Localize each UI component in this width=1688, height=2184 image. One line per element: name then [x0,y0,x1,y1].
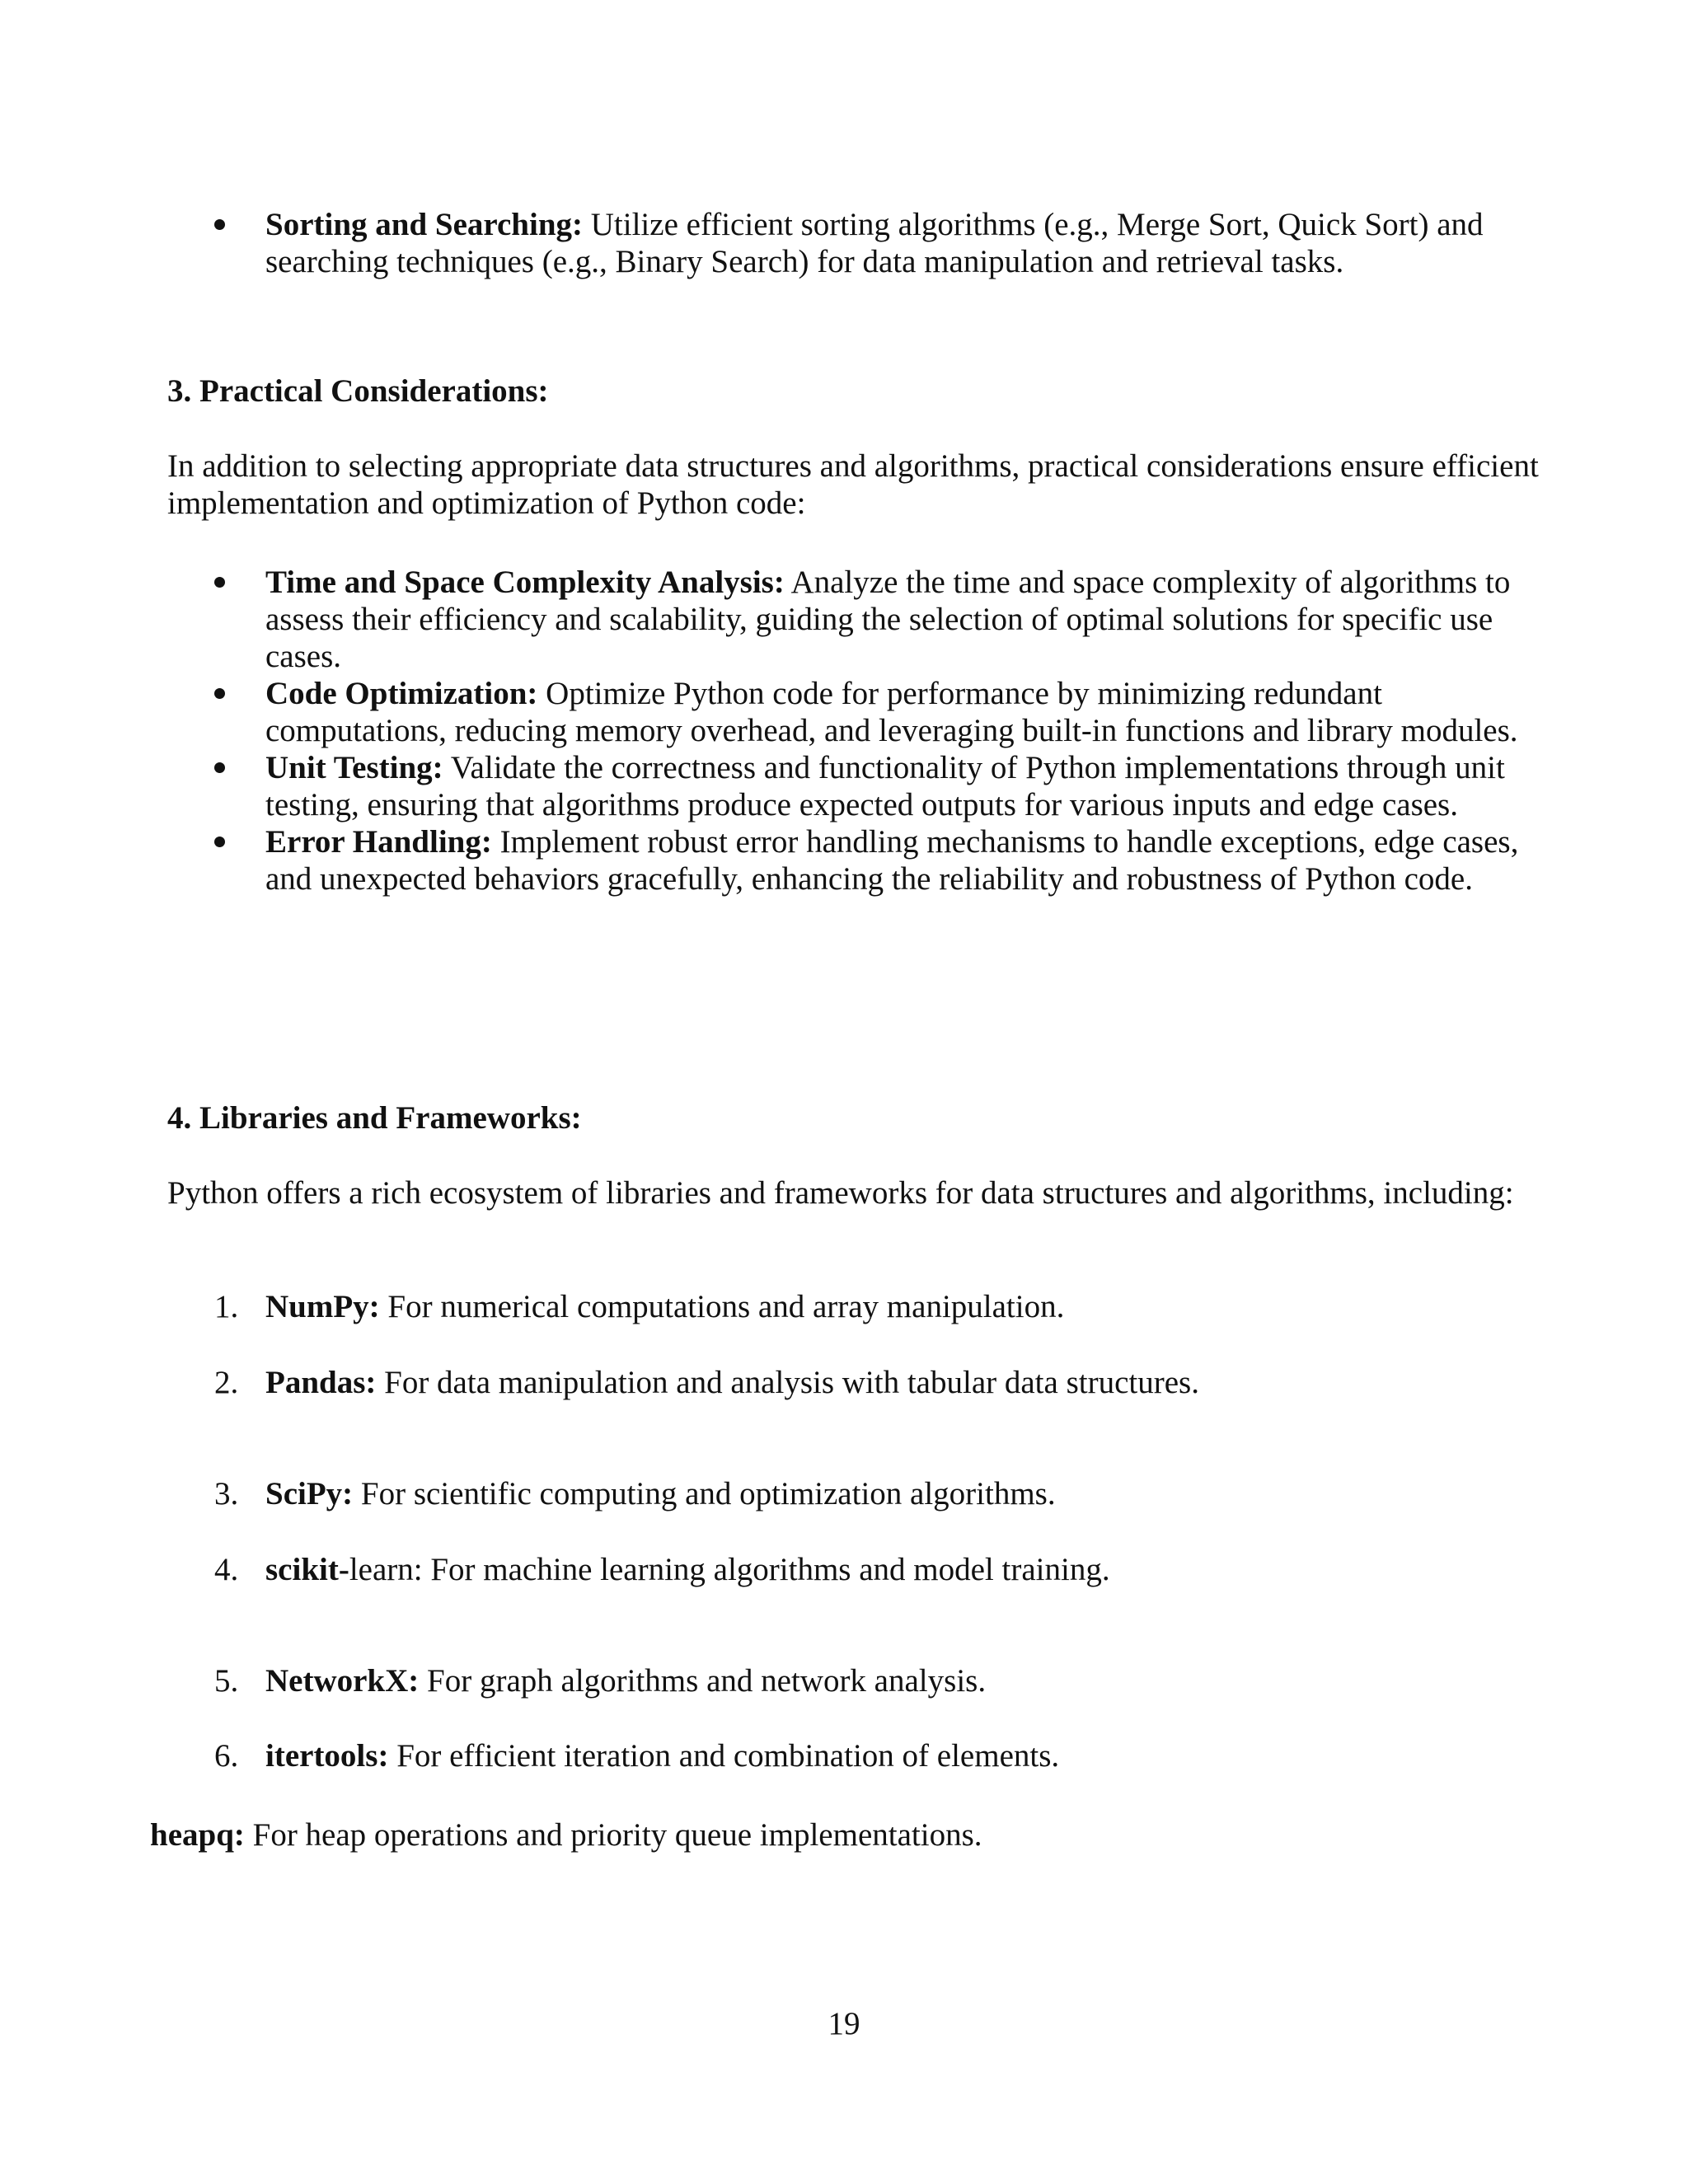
bullet-item-unit-testing [214,749,1533,823]
bullet-label: Unit Testing: [265,750,443,785]
page-number: 19 [828,2006,860,2041]
bullet-icon [214,837,225,847]
bullet-label: Error Handling: [265,824,492,860]
bullet-label: Time and Space Complexity Analysis: [265,565,785,600]
item-text: For data manipulation and analysis with tabular data structures. [376,1365,1199,1400]
bullet-icon [214,577,225,588]
section-3-intro: In addition to selecting appropriate data structures and algorithms, practical considerations ensure efficient implementation and optimization of Python code: [167,448,1539,521]
item-label: NetworkX: [265,1663,420,1699]
item-text: For heap operations and priority queue implementations. [244,1817,982,1853]
list-number: 5. [214,1663,239,1699]
item-label: NumPy: [265,1289,380,1324]
section-4-intro: Python offers a rich ecosystem of libraries and frameworks for data structures and algorithms, including: [167,1175,1514,1211]
item-label: itertools: [265,1738,389,1774]
bullet-text: Optimize Python code for performance by minimizing redundant computations, reducing memory overhead, and leveraging built-in functions and library modules. [265,676,1518,748]
bullet-icon [214,219,225,230]
bullet-label: Code Optimization: [265,676,538,711]
list-number: 6. [214,1738,239,1774]
bullet-icon [214,762,225,773]
top-bullet-list [214,206,1533,280]
bullet-item-code-optimization [214,675,1533,749]
bullet-text: Analyze the time and space complexity of algorithms to assess their efficiency and scalability, guiding the selection of optimal solutions for specific use cases. [265,565,1511,674]
trailing-item-heapq [150,1816,982,1854]
bullet-text: Validate the correctness and functionality of Python implementations through unit testing, ensuring that algorithms produce expected outputs for various inputs and edge cases. [265,750,1505,823]
item-label: SciPy: [265,1476,354,1511]
list-number: 1. [214,1289,239,1324]
section-3-heading: 3. Practical Considerations: [167,373,549,409]
section-4-heading: 4. Libraries and Frameworks: [167,1100,582,1136]
bullet-icon [214,688,225,699]
item-text: For efficient iteration and combination of elements. [388,1738,1060,1774]
bullet-text: Implement robust error handling mechanisms to handle exceptions, edge cases, and unexpected behaviors gracefully, enhancing the reliability and robustness of Python code. [265,824,1519,897]
item-text: For numerical computations and array manipulation. [379,1289,1065,1324]
item-label: scikit- [265,1552,349,1587]
section-3-bullet-list [214,564,1533,898]
item-label: Pandas: [265,1365,377,1400]
item-label: heapq: [150,1817,245,1853]
list-number: 2. [214,1365,239,1400]
list-number: 3. [214,1476,239,1511]
bullet-text: Utilize efficient sorting algorithms (e.g., Merge Sort, Quick Sort) and searching techniques (e.g., Binary Search) for data manipulation and retrieval tasks. [265,207,1484,279]
list-number: 4. [214,1552,239,1587]
bullet-label: Sorting and Searching: [265,207,584,242]
bullet-item-error-handling [214,823,1533,898]
bullet-item-complexity-analysis [214,564,1533,675]
item-text: For graph algorithms and network analysis. [419,1663,987,1699]
bullet-item-sorting-searching [214,206,1533,280]
item-text: learn: For machine learning algorithms and model training. [349,1552,1110,1587]
item-text: For scientific computing and optimization algorithms. [353,1476,1056,1511]
